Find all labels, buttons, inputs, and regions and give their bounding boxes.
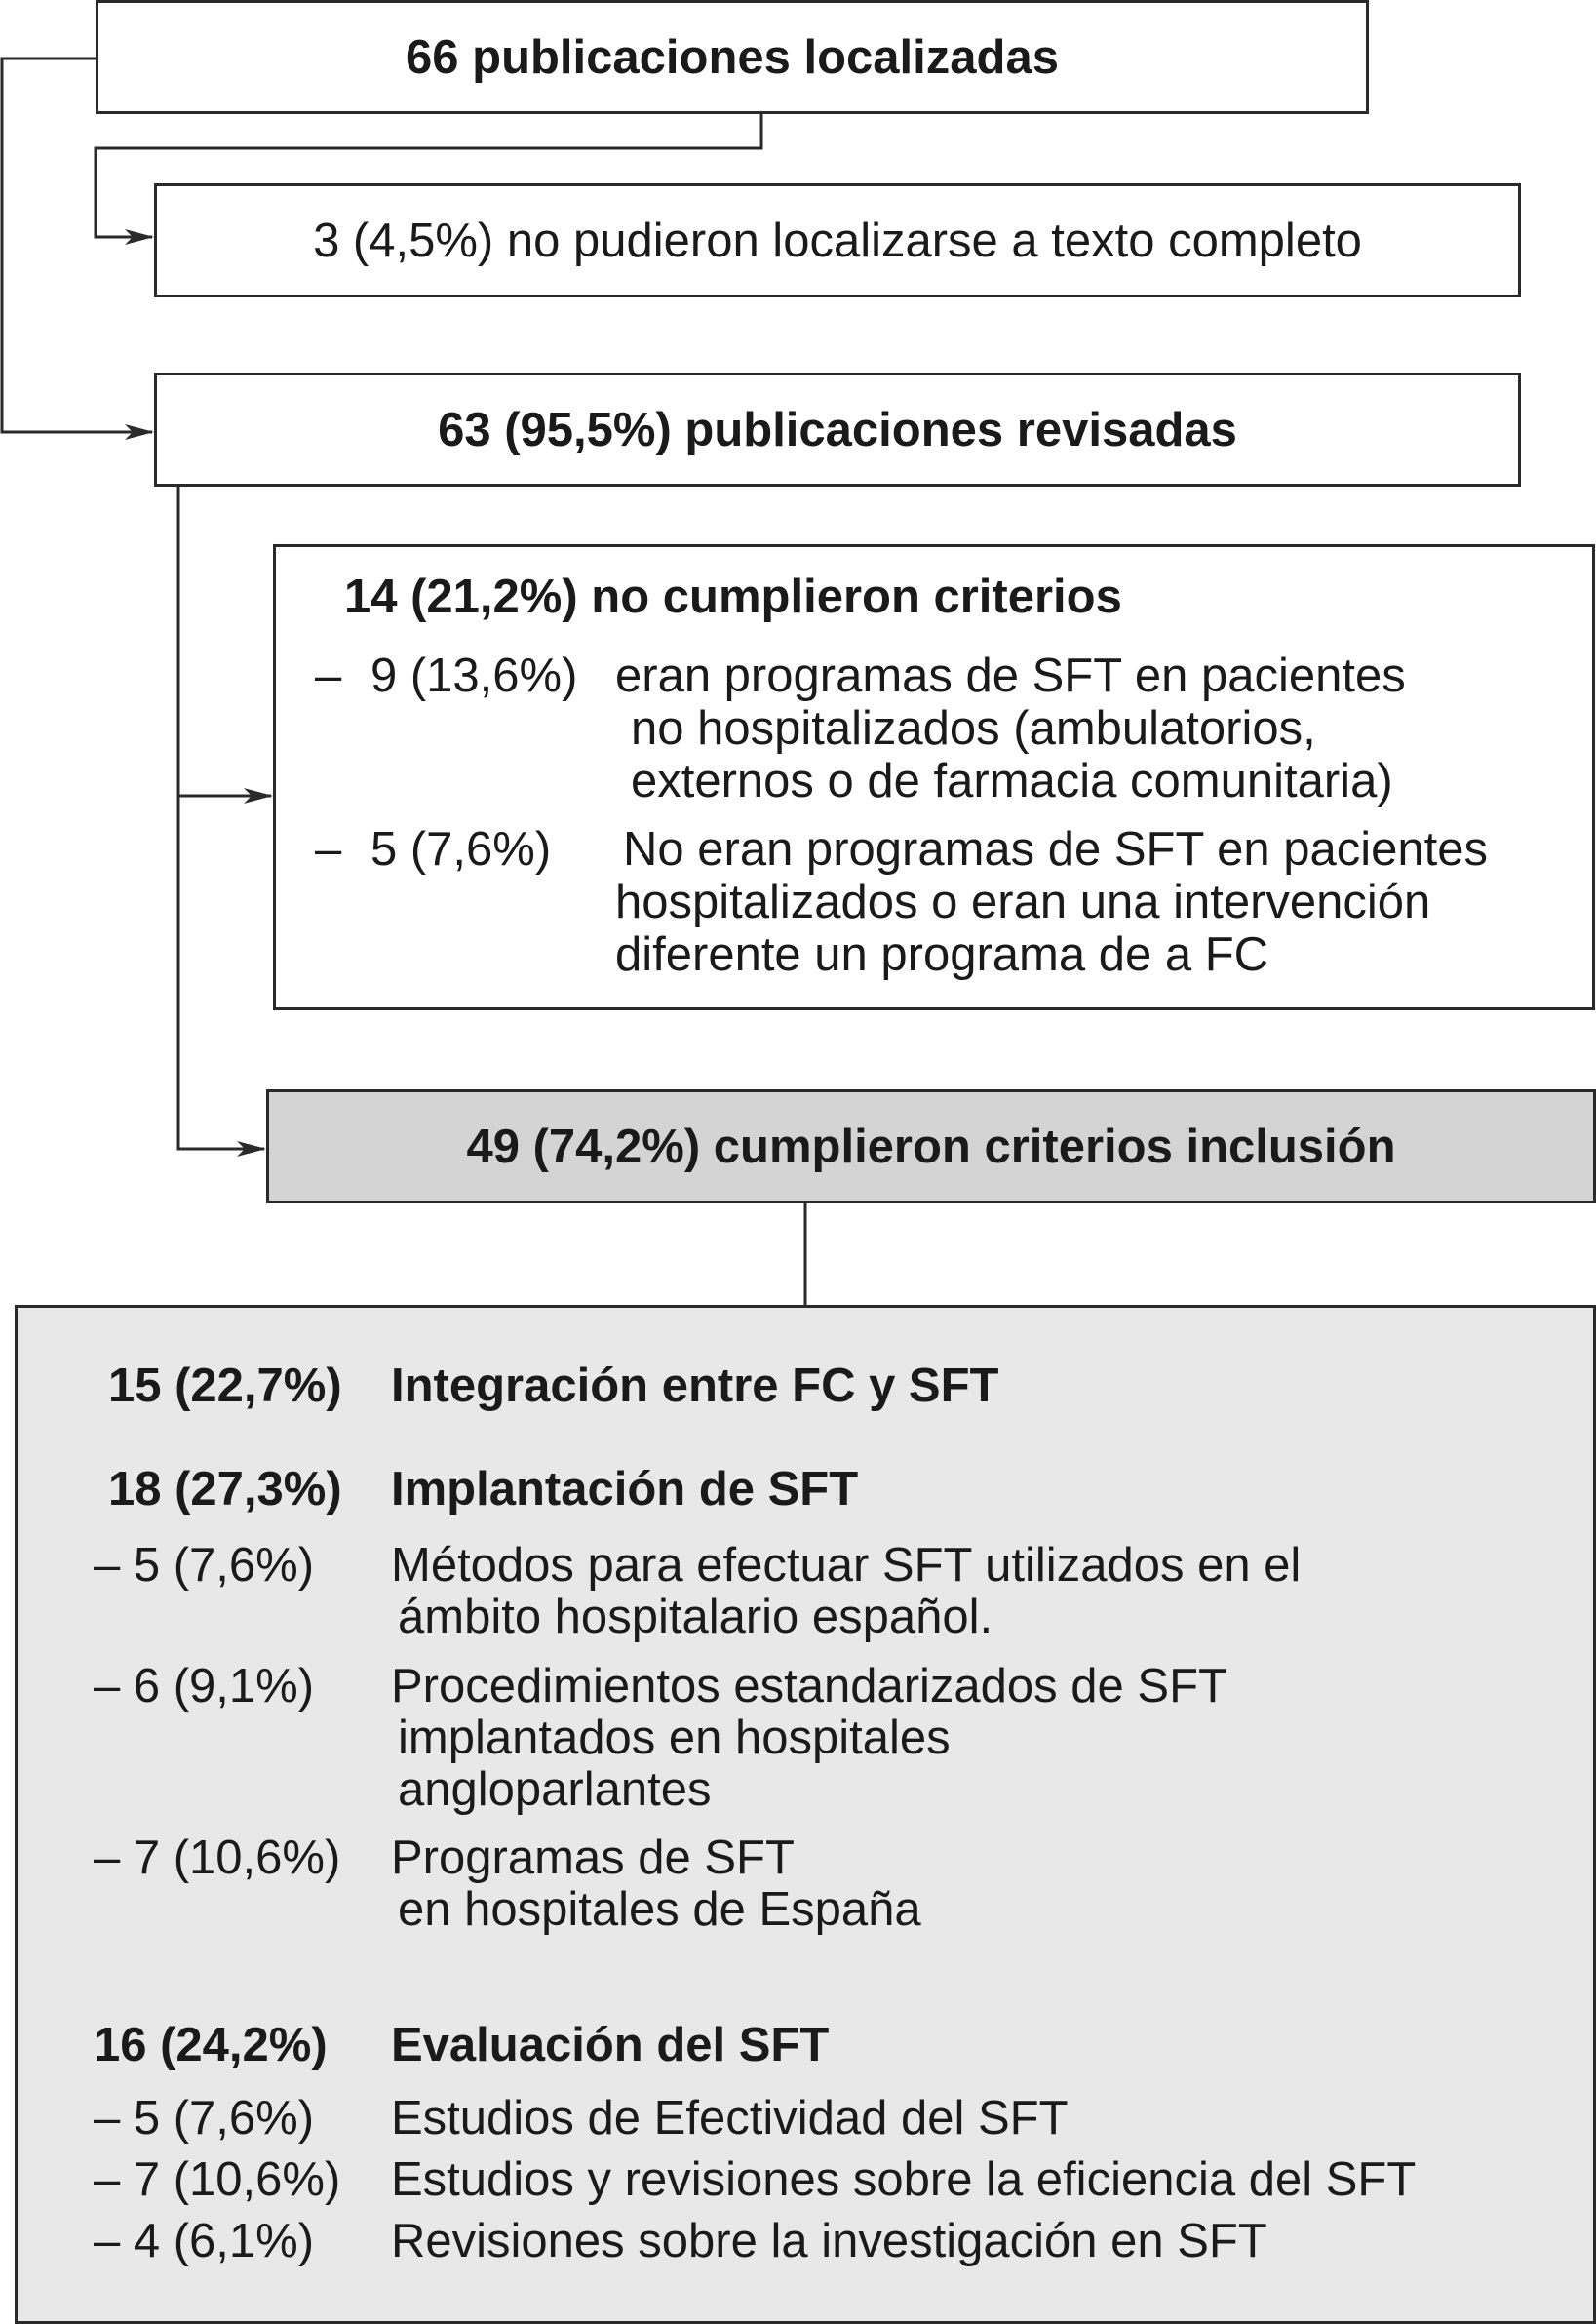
box-included (266, 1089, 1596, 1203)
subcategory-count: – 5 (7,6%) (94, 1539, 315, 1592)
category-count: 16 (24,2%) (94, 2019, 328, 2071)
subcategory-line: Revisiones sobre la investigación en SFT (391, 2215, 1267, 2267)
subcategory-line: implantados en hospitales (398, 1712, 951, 1764)
excluded-item-line: hospitalizados o eran una intervención (615, 876, 1431, 928)
subcategory-count: – 5 (7,6%) (94, 2092, 315, 2145)
subcategory-count: – 7 (10,6%) (94, 1832, 341, 1884)
category-count: 18 (27,3%) (108, 1463, 342, 1516)
subcategory-line: Programas de SFT (391, 1832, 795, 1884)
subcategory-line: Métodos para efectuar SFT utilizados en el (391, 1539, 1302, 1592)
subcategory-line: en hospitales de España (398, 1883, 921, 1936)
category-count: 15 (22,7%) (108, 1359, 342, 1412)
excluded-item-line: externos o de farmacia comunitaria) (631, 755, 1393, 807)
box-not-full-text-text: 3 (4,5%) no pudieron localizarse a texto completo (313, 214, 1362, 267)
box-not-full-text (154, 183, 1521, 297)
category-label: Implantación de SFT (391, 1463, 859, 1516)
category-label: Evaluación del SFT (391, 2019, 830, 2071)
box-publications-found-text: 66 publicaciones localizadas (406, 30, 1059, 84)
arrow-found-to-reviewed (2, 59, 152, 432)
box-included-text: 49 (74,2%) cumplieron criterios inclusión (466, 1120, 1396, 1173)
box-excluded (273, 544, 1595, 1010)
subcategory-line: Estudios de Efectividad del SFT (391, 2092, 1069, 2145)
subcategory-count: – 6 (9,1%) (94, 1660, 315, 1713)
excluded-item-line: diferente un programa de a FC (615, 928, 1269, 981)
excluded-title: 14 (21,2%) no cumplieron criterios (344, 571, 1122, 623)
box-publications-reviewed-text: 63 (95,5%) publicaciones revisadas (438, 403, 1237, 456)
excluded-item-dash: – (315, 650, 342, 702)
subcategory-line: angloparlantes (398, 1763, 712, 1816)
subcategory-line: ámbito hospitalario español. (398, 1591, 993, 1643)
excluded-item-count: 9 (13,6%) (370, 650, 578, 702)
excluded-item-line: No eran programas de SFT en pacientes (623, 823, 1489, 876)
subcategory-count: – 4 (6,1%) (94, 2215, 315, 2267)
excluded-item-count: 5 (7,6%) (370, 823, 552, 876)
box-publications-found (96, 0, 1369, 114)
excluded-item-line: no hospitalizados (ambulatorios, (631, 702, 1316, 755)
excluded-item-line: eran programas de SFT en pacientes (615, 650, 1406, 702)
subcategory-count: – 7 (10,6%) (94, 2153, 341, 2206)
subcategory-line: Procedimientos estandarizados de SFT (391, 1660, 1227, 1713)
subcategory-line: Estudios y revisiones sobre la eficiencia del SFT (391, 2153, 1417, 2206)
category-label: Integración entre FC y SFT (391, 1359, 999, 1412)
arrow-reviewed-to-included (178, 796, 264, 1149)
excluded-item-dash: – (315, 823, 342, 876)
arrow-reviewed-to-excluded (178, 485, 271, 796)
box-categories (15, 1305, 1596, 2324)
box-publications-reviewed (154, 373, 1521, 487)
